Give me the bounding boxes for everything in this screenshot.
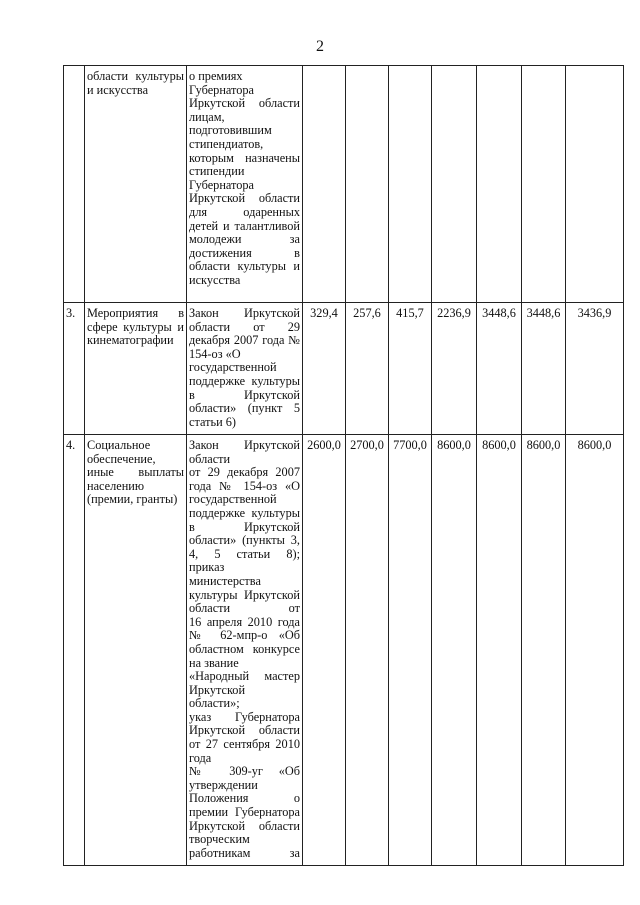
basis-line: № 309-уг «Об: [189, 764, 300, 779]
basis-line: в Иркутской: [189, 387, 300, 402]
value-cell: [566, 66, 624, 303]
budget-table: [63, 65, 624, 866]
direction-line: населению: [87, 478, 145, 493]
basis-line: Закон Иркутской: [189, 438, 300, 452]
table-row: [64, 66, 624, 303]
basis-line: декабря 2007 года №: [189, 333, 300, 348]
direction-line: (премии, гранты): [87, 492, 178, 507]
basis-line: на звание: [189, 655, 239, 670]
row-number: 4.: [64, 435, 85, 866]
legal-basis: [187, 303, 303, 435]
basis-line: стипендии: [189, 164, 245, 179]
value-cell: [477, 66, 522, 303]
basis-line: области от: [189, 601, 300, 616]
value-cell: [389, 66, 432, 303]
table-row: [64, 435, 624, 866]
value-cell: 8600,0: [432, 435, 477, 866]
basis-line: «Народный мастер: [189, 669, 300, 684]
legal-basis: [187, 435, 303, 866]
basis-line: Иркутской области: [189, 191, 300, 206]
basis-line: творческим: [189, 832, 250, 847]
basis-line: поддержке культуры: [189, 505, 300, 520]
basis-line: области» (пункт 5: [189, 401, 300, 416]
basis-line: приказ: [189, 560, 225, 575]
basis-line: Иркутской области: [189, 96, 300, 111]
basis-line: Иркутской: [189, 682, 246, 697]
basis-line: года № 154-оз «О: [189, 478, 300, 493]
basis-line: Закон Иркутской: [189, 306, 300, 320]
direction-line: сфере культуры и: [87, 319, 184, 334]
basis-line: от 29 декабря 2007: [189, 465, 300, 480]
basis-line: премии Губернатора: [189, 805, 300, 820]
basis-line: Губернатора: [189, 82, 255, 97]
basis-line: подготовившим: [189, 123, 272, 138]
expense-direction: [85, 66, 187, 303]
value-cell: 2700,0: [346, 435, 389, 866]
page-number: 2: [316, 38, 324, 55]
value-cell: 257,6: [346, 303, 389, 435]
basis-line: лицам,: [189, 109, 225, 124]
value-cell: 2600,0: [303, 435, 346, 866]
basis-line: года: [189, 750, 212, 765]
value-cell: 329,4: [303, 303, 346, 435]
basis-line: Иркутской области: [189, 723, 300, 738]
basis-line: Губернатора: [189, 177, 255, 192]
value-cell: [303, 66, 346, 303]
value-cell: 8600,0: [477, 435, 522, 866]
value-cell: 415,7: [389, 303, 432, 435]
basis-line: Положения о: [189, 791, 300, 806]
direction-line: и искусства: [87, 82, 149, 97]
basis-line: 16 апреля 2010 года: [189, 614, 300, 629]
value-cell: 3436,9: [566, 303, 624, 435]
direction-line: Мероприятия в: [87, 306, 184, 320]
basis-line: областном конкурсе: [189, 641, 300, 656]
basis-line: которым назначены: [189, 150, 300, 165]
basis-line: молодежи за: [189, 232, 300, 247]
basis-line: 154-оз «О: [189, 346, 241, 361]
value-cell: 8600,0: [522, 435, 566, 866]
table-row: [64, 303, 624, 435]
basis-line: для одаренных: [189, 204, 300, 219]
direction-line: кинематографии: [87, 333, 174, 348]
basis-line: государственной: [189, 360, 277, 375]
direction-line: Социальное: [87, 438, 151, 452]
value-cell: 2236,9: [432, 303, 477, 435]
basis-line: культуры Иркутской: [189, 587, 300, 602]
row-number: [64, 66, 85, 303]
value-cell: [432, 66, 477, 303]
direction-line: обеспечение,: [87, 451, 156, 466]
basis-line: поддержке культуры: [189, 373, 300, 388]
value-cell: 8600,0: [566, 435, 624, 866]
basis-line: достижения в: [189, 245, 300, 260]
value-cell: [346, 66, 389, 303]
expense-direction: [85, 303, 187, 435]
basis-line: утверждении: [189, 777, 258, 792]
value-cell: 7700,0: [389, 435, 432, 866]
direction-line: области культуры: [87, 69, 184, 83]
basis-line: статьи 6): [189, 414, 237, 429]
direction-line: иные выплаты: [87, 465, 184, 480]
basis-line: № 62-мпр-о «Об: [189, 628, 300, 643]
value-cell: [522, 66, 566, 303]
basis-line: государственной: [189, 492, 277, 507]
basis-line: области от 29: [189, 319, 300, 334]
basis-line: стипендиатов,: [189, 136, 264, 151]
basis-line: министерства: [189, 573, 261, 588]
basis-line: работникам за: [189, 845, 300, 860]
basis-line: о премиях: [189, 69, 243, 83]
basis-line: указ Губернатора: [189, 709, 300, 724]
basis-line: искусства: [189, 272, 241, 287]
expense-direction: [85, 435, 187, 866]
row-number: 3.: [64, 303, 85, 435]
basis-line: области: [189, 451, 231, 466]
basis-line: от 27 сентября 2010: [189, 737, 300, 752]
value-cell: 3448,6: [477, 303, 522, 435]
basis-line: в Иркутской: [189, 519, 300, 534]
legal-basis: [187, 66, 303, 303]
value-cell: 3448,6: [522, 303, 566, 435]
basis-line: Иркутской области: [189, 818, 300, 833]
basis-line: детей и талантливой: [189, 218, 300, 233]
basis-line: области культуры и: [189, 259, 300, 274]
basis-line: 4, 5 статьи 8);: [189, 546, 300, 561]
basis-line: области» (пункты 3,: [189, 533, 300, 548]
basis-line: области»;: [189, 696, 240, 711]
